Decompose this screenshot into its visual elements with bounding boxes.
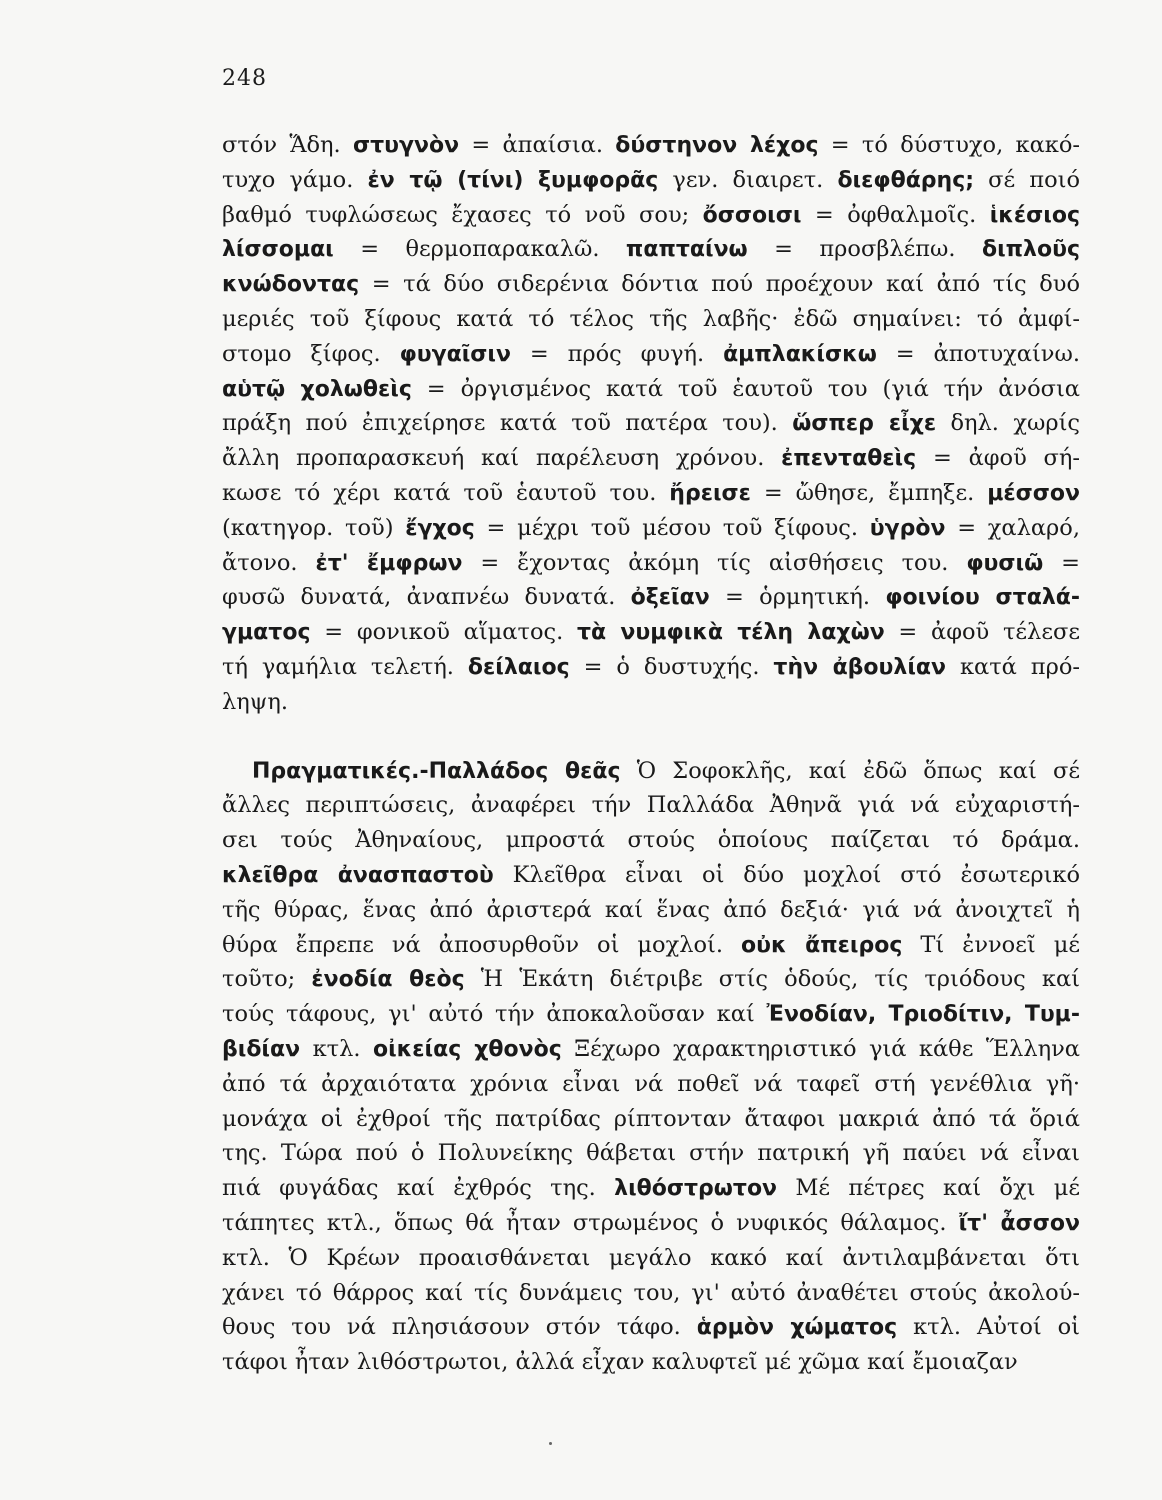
gloss-text: τούς τάφους, γι' αὐτό τήν ἀποκαλοῦσαν καί <box>222 1001 767 1028</box>
lemma-term: διεφθάρης; <box>837 167 975 193</box>
gloss-text: Τί ἐννοεῖ μέ <box>902 931 1081 958</box>
paragraph <box>222 754 1080 1380</box>
gloss-text: = ἀφοῦ τέλεσε <box>884 619 1080 646</box>
commentary-text <box>222 128 1080 1380</box>
gloss-text: = πρός φυγή. <box>511 340 724 367</box>
gloss-text: θους του νά πλησιάσουν στόν τάφο. <box>222 1314 697 1341</box>
gloss-text: = ὀφθαλμοῖς. <box>801 201 990 228</box>
lemma-term: ὥσπερ εἶχε <box>792 411 937 437</box>
text-line <box>222 441 1080 476</box>
gloss-text: κτλ. <box>300 1035 373 1062</box>
gloss-text: κατά πρό- <box>946 653 1080 680</box>
gloss-text: ἄτονο. <box>222 549 316 576</box>
gloss-text: πιά φυγάδας καί ἐχθρός της. <box>222 1175 615 1202</box>
gloss-text: στομο ξίφος. <box>222 340 400 367</box>
text-line <box>222 788 1080 823</box>
text-line <box>222 754 1080 789</box>
lemma-term: ἴτ' ἆσσον <box>958 1210 1080 1236</box>
gloss-text: ληψη. <box>222 688 289 715</box>
gloss-text: = χαλαρό, <box>945 514 1080 541</box>
text-line <box>222 163 1080 198</box>
text-line <box>222 267 1080 302</box>
gloss-text: γεν. διαιρετ. <box>658 166 838 193</box>
gloss-text: ἄλλες περιπτώσεις, ἀναφέρει τήν Παλλάδα Ἀθηνᾶ γιά νά εὐχαριστή- <box>222 792 1080 819</box>
lemma-term: τὰ νυμφικὰ τέλη λαχὼν <box>577 620 885 646</box>
text-line <box>222 337 1080 372</box>
gloss-text: = ἀφοῦ σή- <box>916 445 1080 472</box>
text-line <box>222 232 1080 267</box>
gloss-text: στόν Ἅδη. <box>222 132 353 158</box>
gloss-text: δηλ. χωρίς <box>936 410 1081 437</box>
text-line <box>222 1067 1080 1102</box>
lemma-term: ἐτ' ἔμφρων <box>315 550 463 576</box>
lemma-term: ὀξεῖαν <box>630 585 710 611</box>
lemma-term: δύστηνον λέχος <box>615 133 819 158</box>
paragraph-gap <box>222 720 1080 754</box>
text-line <box>222 546 1080 581</box>
gloss-text: βαθμό τυφλώσεως ἔχασες τό νοῦ σου; <box>222 201 703 228</box>
gloss-text: = τό δύστυχο, κακό- <box>818 132 1080 158</box>
text-line <box>222 893 1080 928</box>
gloss-text: (κατηγορ. τοῦ) <box>222 514 406 541</box>
gloss-text: = ἔχοντας ἀκόμη τίς αἰσθήσεις του. <box>462 549 967 576</box>
gloss-text: τυχο γάμο. <box>222 166 368 193</box>
gloss-text: Μέ πέτρες καί ὄχι μέ <box>777 1175 1080 1202</box>
gloss-text: = θερμοπαρακαλῶ. <box>333 236 626 263</box>
gloss-text: Ὁ Σοφοκλῆς, καί ἐδῶ ὅπως καί σέ <box>620 757 1080 784</box>
gloss-text: μεριές τοῦ ξίφους κατά τό τέλος τῆς λαβῆς· ἐδῶ σημαίνει: τό ἀμφί- <box>222 305 1080 332</box>
lemma-term: ἐπενταθεὶς <box>781 446 917 472</box>
text-line <box>222 1171 1080 1206</box>
text-line <box>222 685 1080 720</box>
text-line <box>222 1206 1080 1241</box>
gloss-text: = ὤθησε, ἔμπηξε. <box>750 479 988 506</box>
lemma-term: ἐν τῷ (τίνι) ξυμφορᾶς <box>367 167 659 193</box>
text-line <box>222 372 1080 407</box>
lemma-term: Πραγματικές.-Παλλάδος θεᾶς <box>252 758 621 784</box>
paragraph <box>222 128 1080 720</box>
gloss-text: = φονικοῦ αἵματος. <box>310 619 577 646</box>
gloss-text: = ἀπαίσια. <box>459 132 616 158</box>
text-line <box>222 615 1080 650</box>
gloss-text: κωσε τό χέρι κατά τοῦ ἑαυτοῦ του. <box>222 479 670 506</box>
lemma-term: φοινίου σταλά- <box>885 585 1081 611</box>
lemma-term: κλεῖθρα ἀνασπαστοὺ <box>222 862 494 888</box>
text-line <box>222 1241 1080 1276</box>
lemma-term: δείλαιος <box>467 654 570 680</box>
gloss-text: = ὀργισμένος κατά τοῦ ἑαυτοῦ του (γιά τήν ἀνόσια <box>411 375 1080 402</box>
text-line <box>222 1136 1080 1171</box>
text-line <box>222 1345 1080 1380</box>
gloss-text: = ὁ δυστυχής. <box>569 653 774 680</box>
ink-speck <box>549 1442 552 1445</box>
lemma-term: τὴν ἀβουλίαν <box>773 654 946 680</box>
gloss-text: φυσῶ δυνατά, ἀναπνέω δυνατά. <box>222 584 631 611</box>
text-line <box>222 962 1080 997</box>
lemma-term: φυγαῖσιν <box>399 341 511 367</box>
lemma-term: φυσιῶ <box>966 550 1044 576</box>
gloss-text: μονάχα οἱ ἐχθροί τῆς πατρίδας ρίπτονταν ἄταφοι μακριά ἀπό τά ὅριά <box>222 1105 1080 1132</box>
gloss-text: Ξέχωρο χαρακτηριστικό γιά κάθε Ἕλληνα <box>561 1035 1080 1062</box>
lemma-term: διπλοῦς <box>981 237 1080 263</box>
gloss-text: = τά δύο σιδερένια δόντια πού προέχουν καί ἀπό τίς δυό <box>359 271 1080 298</box>
gloss-text: = μέχρι τοῦ μέσου τοῦ ξίφους. <box>474 514 870 541</box>
lemma-term: ὑγρὸν <box>869 515 946 541</box>
lemma-term: ἁρμὸν χώματος <box>696 1315 898 1341</box>
gloss-text: τῆς θύρας, ἕνας ἀπό ἀριστερά καί ἕνας ἀπό δεξιά· γιά νά ἀνοιχτεῖ ἡ <box>222 896 1080 923</box>
lemma-term: οὐκ ἄπειρος <box>741 932 903 958</box>
gloss-text: σέ ποιό <box>974 166 1080 193</box>
lemma-term: μέσσον <box>987 480 1081 506</box>
gloss-text: σει τούς Ἀθηναίους, μπροστά στούς ὁποίους παίζεται τό δράμα. <box>222 827 1080 854</box>
lemma-term: λίσσομαι <box>222 237 334 263</box>
gloss-text: Κλεῖθρα εἶναι οἱ δύο μοχλοί στό ἐσωτερικό <box>493 861 1081 888</box>
gloss-text: = ἀποτυχαίνω. <box>876 340 1080 367</box>
text-line <box>222 198 1080 233</box>
gloss-text: χάνει τό θάρρος καί τίς δυνάμεις του, γι' αὐτό ἀναθέτει στούς ἀκολού- <box>222 1279 1080 1306</box>
gloss-text: Ἡ Ἑκάτη διέτριβε στίς ὁδούς, τίς τριόδους καί <box>464 966 1080 993</box>
lemma-term: ἐνοδία θεὸς <box>311 967 465 993</box>
gloss-text: ἄλλη προπαρασκευή καί παρέλευση χρόνου. <box>222 445 782 472</box>
lemma-term: αὑτῷ χολωθεὶς <box>222 376 412 402</box>
gloss-text: της. Τώρα πού ὁ Πολυνείκης θάβεται στήν πατρική γῆ παύει νά εἶναι <box>222 1140 1080 1167</box>
gloss-text: ἀπό τά ἀρχαιότατα χρόνια εἶναι νά ποθεῖ νά ταφεῖ στή γενέθλια γῆ· <box>222 1070 1080 1097</box>
gloss-text: = ὁρμητική. <box>709 584 886 611</box>
lemma-term: Ἐνοδίαν, Τριοδίτιν, Τυμ- <box>766 1002 1081 1028</box>
text-line <box>222 580 1080 615</box>
lemma-term: γματος <box>222 620 311 646</box>
lemma-term: παπταίνω <box>625 237 748 263</box>
gloss-text: κτλ. Αὐτοί οἱ <box>897 1314 1081 1341</box>
text-line <box>222 1032 1080 1067</box>
lemma-term: βιδίαν <box>222 1036 301 1062</box>
text-line <box>222 1276 1080 1311</box>
page-number: 248 <box>222 66 267 91</box>
gloss-text: τοῦτο; <box>222 966 312 993</box>
lemma-term: οἰκείας χθονὸς <box>372 1036 562 1062</box>
lemma-term: ἱκέσιος <box>989 202 1081 228</box>
gloss-text: πράξη πού ἐπιχείρησε κατά τοῦ πατέρα του). <box>222 410 793 437</box>
gloss-text: = προσβλέπω. <box>747 236 982 263</box>
text-line <box>222 476 1080 511</box>
lemma-term: κνώδοντας <box>222 272 360 298</box>
text-line <box>222 302 1080 337</box>
text-line <box>222 858 1080 893</box>
text-line <box>222 511 1080 546</box>
gloss-text: τή γαμήλια τελετή. <box>222 653 468 680</box>
gloss-text: = <box>1043 549 1080 576</box>
lemma-term: ἤρεισε <box>669 480 751 506</box>
text-line <box>222 128 1080 163</box>
lemma-term: στυγνὸν <box>352 133 460 158</box>
text-line <box>222 823 1080 858</box>
text-line <box>222 997 1080 1032</box>
lemma-term: ἀμπλακίσκω <box>723 341 877 367</box>
gloss-text: κτλ. Ὁ Κρέων προαισθάνεται μεγάλο κακό καί ἀντιλαμβάνεται ὅτι <box>222 1244 1080 1271</box>
gloss-text: τάπητες κτλ., ὅπως θά ἦταν στρωμένος ὁ νυφικός θάλαμος. <box>222 1209 959 1236</box>
text-line <box>222 1102 1080 1137</box>
gloss-text: θύρα ἔπρεπε νά ἀποσυρθοῦν οἱ μοχλοί. <box>222 931 742 958</box>
text-line <box>222 1310 1080 1345</box>
text-line <box>222 406 1080 441</box>
lemma-term: ἔγχος <box>405 515 475 541</box>
text-line <box>222 928 1080 963</box>
text-line <box>222 650 1080 685</box>
gloss-text: τάφοι ἦταν λιθόστρωτοι, ἀλλά εἶχαν καλυφτεῖ μέ χῶμα καί ἔμοιαζαν <box>222 1349 1018 1376</box>
lemma-term: ὄσσοισι <box>702 202 802 228</box>
lemma-term: λιθόστρωτον <box>614 1176 778 1202</box>
